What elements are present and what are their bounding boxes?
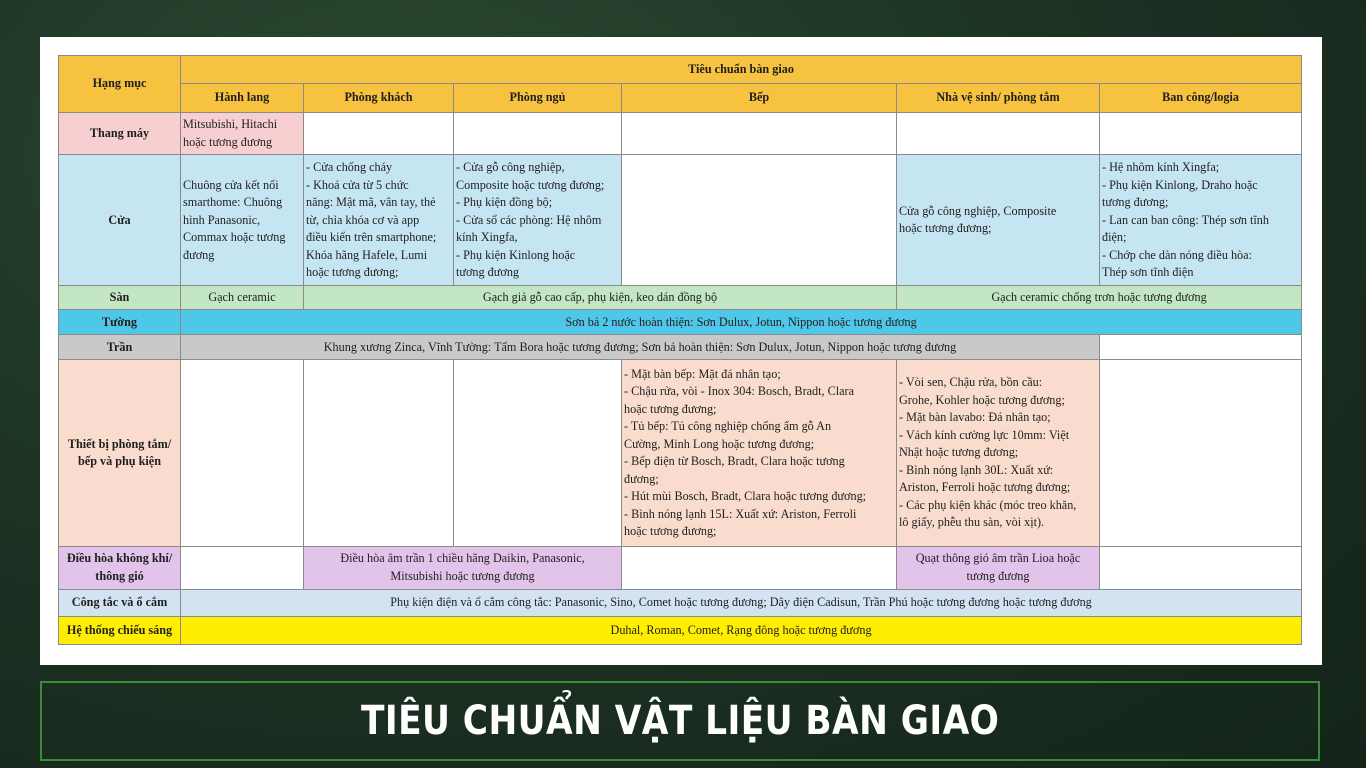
equipment-bathroom: - Vòi sen, Chậu rửa, bồn cầu: Grohe, Kohler hoặc tương đương; - Mặt bàn lavabo: Đá nhân tạo; - Vách kính cường lực 10mm: Việt Nhật hoặc tương đương; - Bình nóng lạnh 30L: Xuất xứ: Ariston, Ferroli hoặc tương đương; - Các phụ kiện khác (móc treo khăn, lô giấy, phễu thu sàn, vòi xịt). <box>897 360 1100 546</box>
row-label-hvac: Điều hòa không khí/ thông gió <box>59 546 181 589</box>
row-label-ceiling: Trần <box>59 335 181 360</box>
door-living-room: - Cửa chống cháy - Khoá cửa từ 5 chức năng: Mật mã, vân tay, thẻ từ, chìa khóa cơ và app điều kiển trên smartphone; Khóa hãng Hafele, Lumi hoặc tương đương; <box>304 155 454 286</box>
equipment-balcony <box>1100 360 1302 546</box>
row-label-wall: Tường <box>59 310 181 335</box>
elevator-balcony <box>1100 113 1302 155</box>
door-balcony: - Hệ nhôm kính Xingfa; - Phụ kiện Kinlong, Draho hoặc tương đương; - Lan can ban công: Thép sơn tĩnh điện; - Chớp che dàn nóng điều hòa: Thép sơn tĩnh điện <box>1100 155 1302 286</box>
elevator-bathroom <box>897 113 1100 155</box>
lighting-value: Duhal, Roman, Comet, Rạng đông hoặc tương đương <box>181 616 1302 644</box>
door-bathroom: Cửa gỗ công nghiệp, Composite hoặc tương đương; <box>897 155 1100 286</box>
floor-hallway: Gạch ceramic <box>181 286 304 310</box>
row-label-equipment: Thiết bị phòng tắm/ bếp và phụ kiện <box>59 360 181 546</box>
floor-wet-areas: Gạch ceramic chống trơn hoặc tương đương <box>897 286 1302 310</box>
hvac-balcony <box>1100 546 1302 589</box>
ceiling-balcony <box>1100 335 1302 360</box>
elevator-hallway: Mitsubishi, Hitachi hoặc tương đương <box>181 113 304 155</box>
row-label-elevator: Thang máy <box>59 113 181 155</box>
door-hallway: Chuông cửa kết nối smarthome: Chuông hình Panasonic, Commax hoặc tương đương <box>181 155 304 286</box>
header-col-hallway: Hành lang <box>181 84 304 113</box>
footer-banner <box>40 681 1320 761</box>
equipment-living-room <box>304 360 454 546</box>
row-label-lighting: Hệ thống chiếu sáng <box>59 616 181 644</box>
row-label-floor: Sàn <box>59 286 181 310</box>
door-kitchen <box>622 155 897 286</box>
equipment-hallway <box>181 360 304 546</box>
equipment-kitchen: - Mặt bàn bếp: Mặt đá nhân tạo; - Chậu rửa, vòi - Inox 304: Bosch, Bradt, Clara hoặc tương đương; - Tủ bếp: Tủ công nghiệp chống ẩm gỗ An Cường, Minh Long hoặc tương đương; - Bếp điện từ Bosch, Bradt, Clara hoặc tương đương; - Hút mùi Bosch, Bradt, Clara hoặc tương đương; - Bình nóng lạnh 15L: Xuất xứ: Ariston, Ferroli hoặc tương đương; <box>622 360 897 546</box>
elevator-living-room <box>304 113 454 155</box>
door-bedroom: - Cửa gỗ công nghiệp, Composite hoặc tương đương; - Phụ kiện đồng bộ; - Cửa sổ các phòng: Hệ nhôm kính Xingfa, - Phụ kiện Kinlong hoặc tương đương <box>454 155 622 286</box>
hvac-bathroom: Quạt thông gió âm trần Lioa hoặc tương đương <box>897 546 1100 589</box>
equipment-bedroom <box>454 360 622 546</box>
header-col-kitchen: Bếp <box>622 84 897 113</box>
ceiling-value: Khung xương Zinca, Vĩnh Tường: Tấm Bora hoặc tương đương; Sơn bả hoàn thiện: Sơn Dulux, Jotun, Nippon hoặc tương đương <box>181 335 1100 360</box>
header-col-living-room: Phòng khách <box>304 84 454 113</box>
header-category: Hạng mục <box>59 56 181 113</box>
footer-title: TIÊU CHUẨN VẬT LIỆU BÀN GIAO <box>360 698 1000 744</box>
handover-standard-table <box>58 55 1302 645</box>
hvac-kitchen <box>622 546 897 589</box>
elevator-bedroom <box>454 113 622 155</box>
floor-main-rooms: Gạch giả gỗ cao cấp, phụ kiện, keo dán đồng bộ <box>304 286 897 310</box>
hvac-rooms: Điều hòa âm trần 1 chiều hãng Daikin, Panasonic, Mitsubishi hoặc tương đương <box>304 546 622 589</box>
hvac-hallway <box>181 546 304 589</box>
elevator-kitchen <box>622 113 897 155</box>
header-col-bedroom: Phòng ngủ <box>454 84 622 113</box>
row-label-door: Cửa <box>59 155 181 286</box>
switches-value: Phụ kiện điện và ổ cắm công tắc: Panasonic, Sino, Comet hoặc tương đương; Dây điện Cadisun, Trần Phú hoặc tương đương hoặc tương đương <box>181 589 1302 616</box>
header-col-balcony: Ban công/logia <box>1100 84 1302 113</box>
header-col-bathroom: Nhà vệ sinh/ phòng tắm <box>897 84 1100 113</box>
wall-value: Sơn bả 2 nước hoàn thiện: Sơn Dulux, Jotun, Nippon hoặc tương đương <box>181 310 1302 335</box>
header-standard: Tiêu chuẩn bàn giao <box>181 56 1302 84</box>
row-label-switches: Công tắc và ổ cắm <box>59 589 181 616</box>
